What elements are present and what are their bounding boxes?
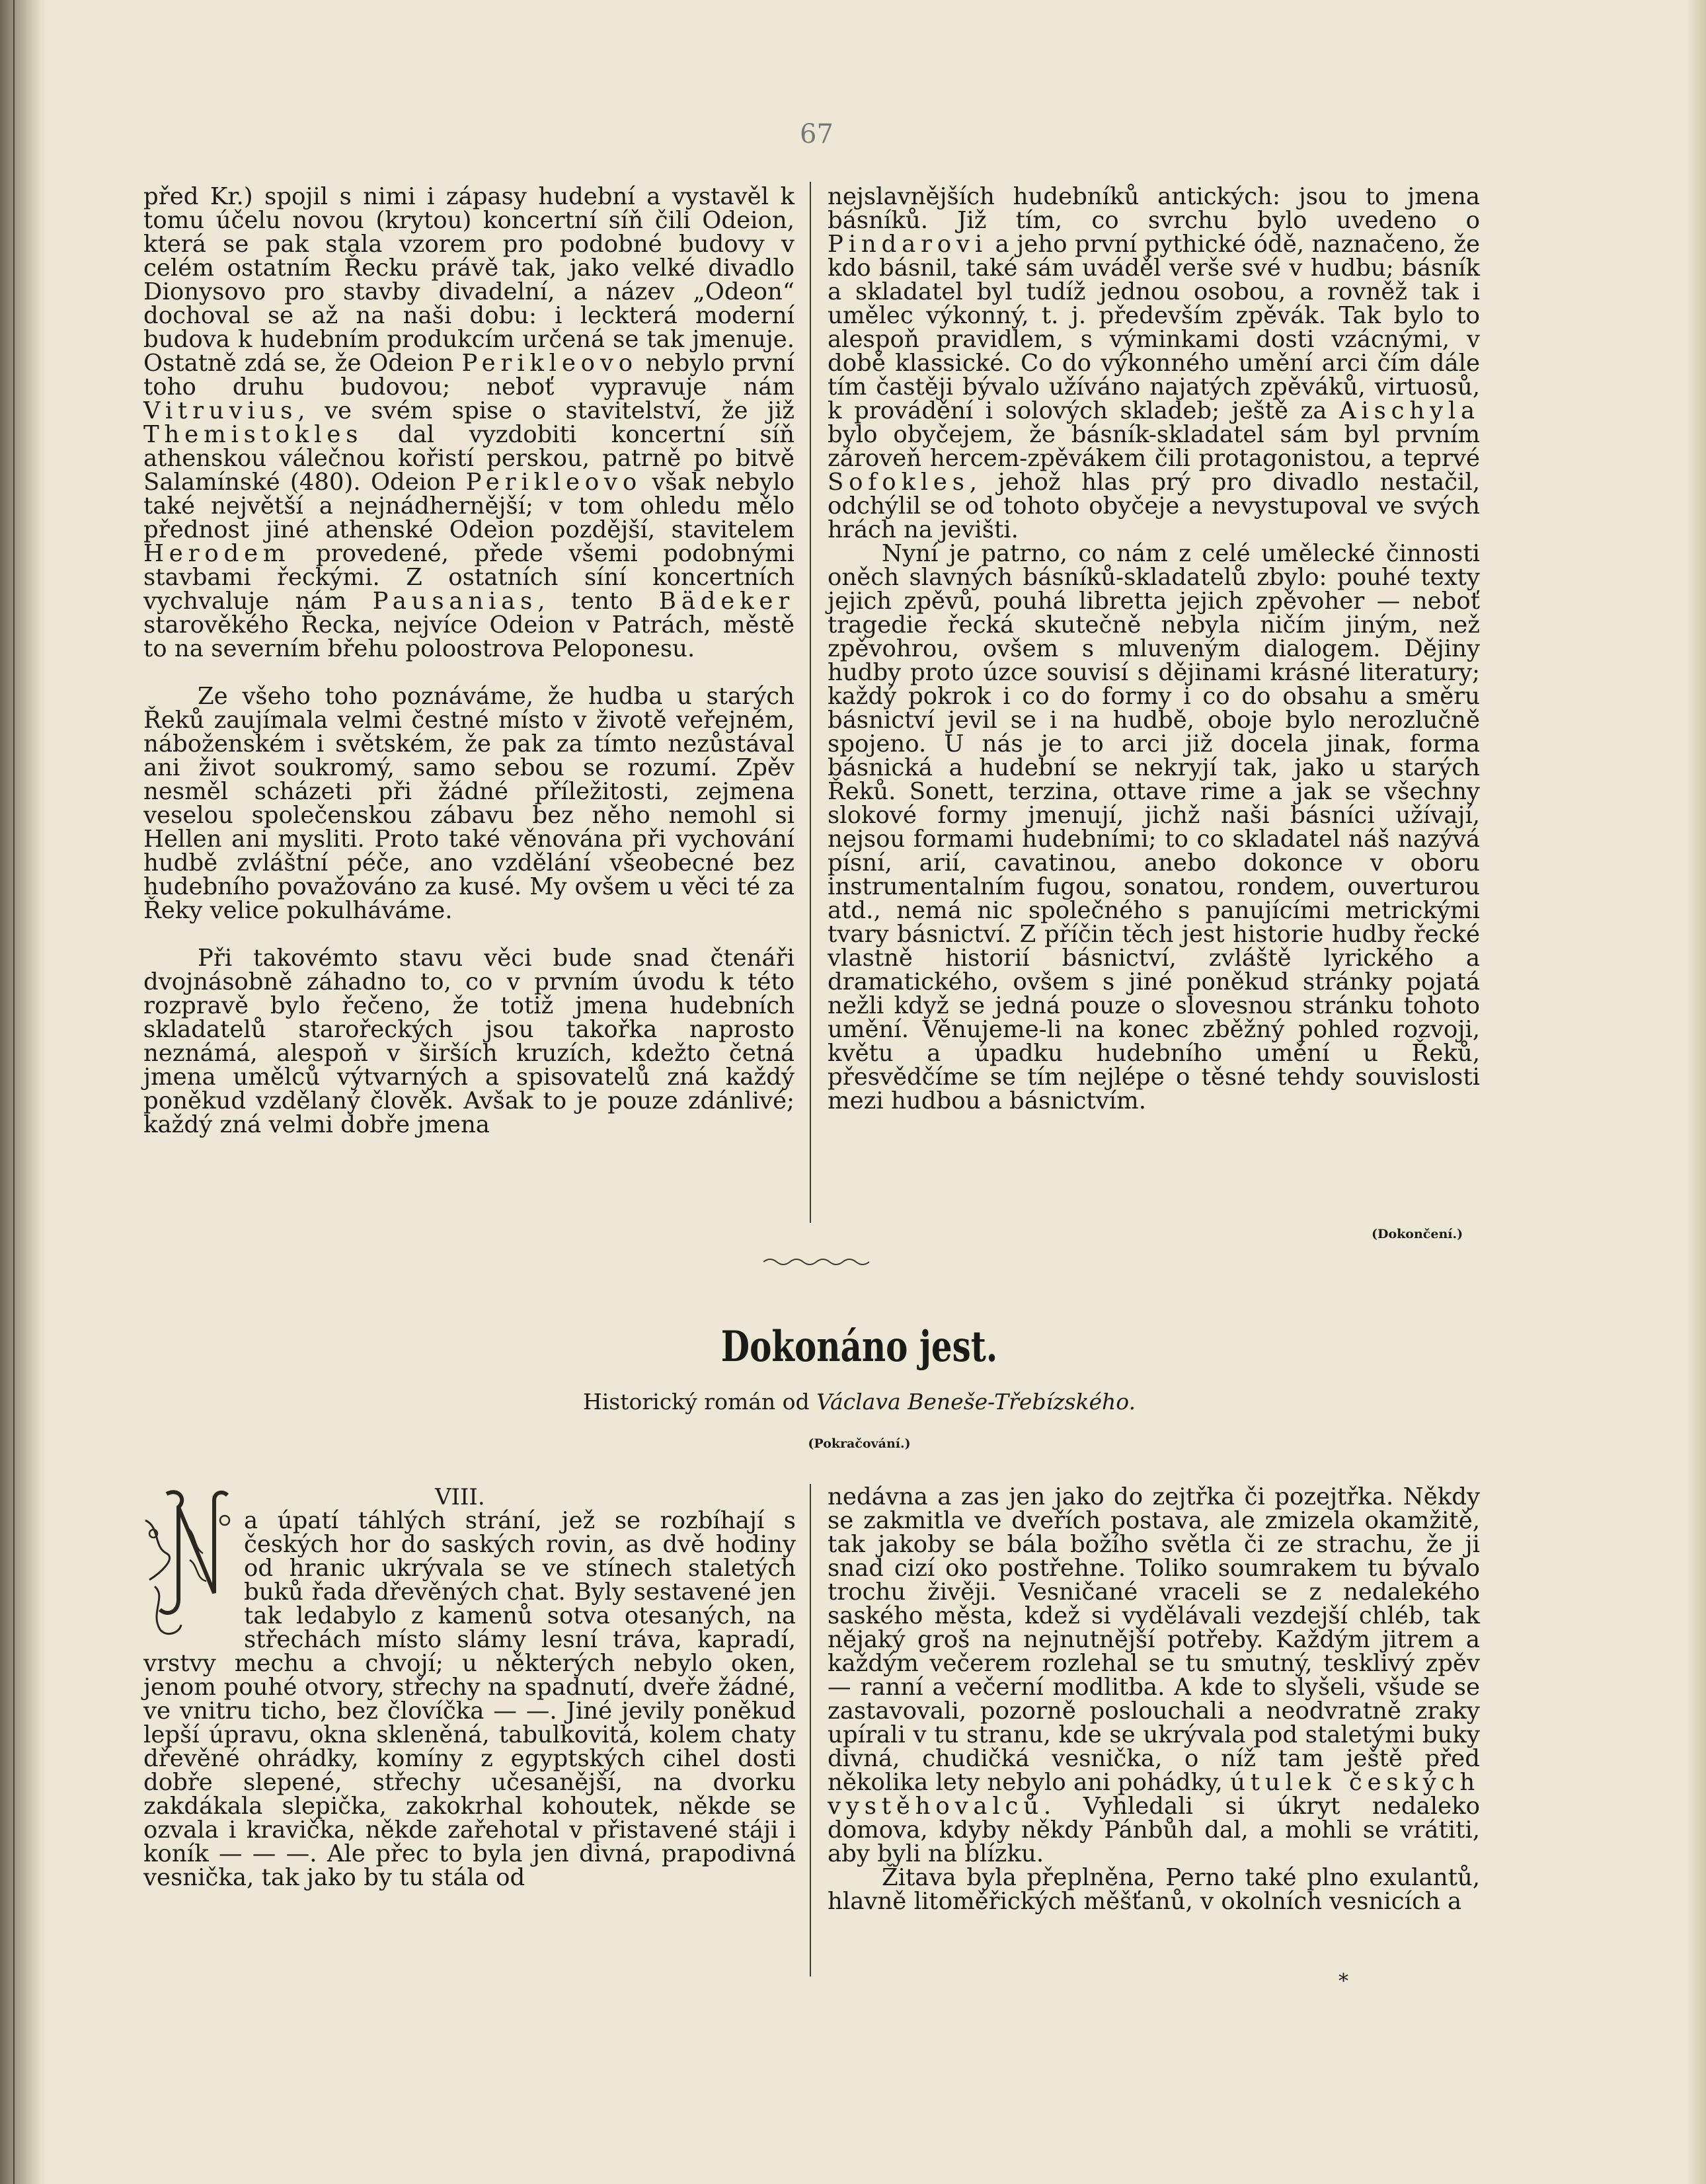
spaced-name: Pindarovi [828,231,988,258]
story-left-column [143,1509,796,1890]
essay-paragraph: Ze všeho toho poznáváme, že hudba u starých Řeků zaujímala velmi čestné místo v životě veřejném, náboženském i světském, že pak za tímto nezůstával ani život soukromý, samo sebou se rozumí. Zpěv nesměl scházeti při žádné příležitosti, zejmena veselou společenskou zábavu bez něho nemohl si Hellen ani mysliti. Proto také věnována při vychování hudbě zvláštní péče, ano vzdělání všeobecné bez hudebního považováno za kusé. My ovšem u věci té za Řeky velice pokulháváme. [143,683,795,924]
column-rule [810,182,811,1223]
chapter-number: VIII. [435,1484,485,1510]
story-paragraph: nedávna a zas jen jako do zejtřka či pozejtřka. Někdy se zakmitla ve dveřích postava, ale zmizela okamžitě, tak jakoby se bála božího světla či ze strachu, že ji snad cizí oko postřehne. Toliko soumrakem tu bývalo trochu živěji. Vesničané vraceli se z nedalekého saského města, kdež si vydělávali vezdejší chléb, tak nějaký groš na nejnutnější potřeby. Každým jitrem a každým večerem rozlehal se tu smutný, tesklivý zpěv — ranní a večerní modlitba. A kde to slyšeli, všude se zastavovali, pozorně poslouchali a neodvratně zraky upírali v tu stranu, kde se ukrývala pod staletými buky divná, chudičká vesnička, o níž tam ještě před několika lety nebylo ani pohádky, útulek českých vystěhovalců. Vyhledali si úkryt nedaleko domova, kdyby někdy Pánbůh dal, a mohli se vrátiti, aby byli na blízku. [828,1483,1480,1867]
spaced-name: Aischyla [1338,397,1480,424]
subtitle-prefix: Historický román od [582,1389,817,1415]
continued-label: (Pokračování.) [808,1436,911,1451]
story-paragraph [143,1509,796,1890]
drop-cap-spacer [143,1509,244,1640]
story-title: Dokonáno jest. [720,1322,998,1372]
story-paragraph: Žitava byla přeplněna, Perno také plno exulantů, hlavně litoměřických měšťanů, v okolních vesnicích a [828,1864,1480,1915]
story-right-column [828,1485,1480,1914]
essay-left-column [143,185,795,1137]
continued-note: (Dokončení.) [1372,1227,1463,1241]
book-binding-shadow [0,0,46,2184]
spaced-name: Pausanias [372,588,538,615]
author-name: Václava Beneše-Třebízského. [816,1389,1136,1415]
binding-edge-line [13,0,15,2184]
spaced-name: Herodem [143,540,291,567]
footer-mark: * [1338,1970,1348,1993]
story-subtitle [463,1389,1256,1415]
spaced-name: Perikleovo [461,350,638,377]
spaced-name: Themistokles [143,421,364,448]
spaced-name: Sofokles [828,469,970,496]
spaced-phrase: útulek českých vystěhovalců [828,1769,1480,1820]
spaced-name: Vitruvius [143,397,298,424]
essay-paragraph: před Kr.) spojil s nimi i zápasy hudební a vystavěl k tomu účelu novou (krytou) koncertní síň čili Odeion, která se pak stala vzorem pro podobné budovy v celém ostatním Řecku právě tak, jako velké divadlo Dionysovo pro stavby divadelní, a název „Odeon“ dochoval se až na naši dobu: i leckterá moderní budova k hudebním produkcím určená se tak jmenuje. Ostatně zdá se, že Odeion Perikleovo nebylo první toho druhu budovou; neboť vypravuje nám Vitruvius, ve svém spise o stavitelství, že již Themistokles dal vyzdobiti koncertní síň athenskou válečnou kořistí perskou, patrně po bitvě Salamínské (480). Odeion Perikleovo však nebylo také největší a nejnádhernější; v tom ohledu mělo přednost jiné athenské Odeion pozdější, stavitelem Herodem provedené, přede všemi podobnými stavbami řeckými. Z ostatních síní koncertních vychvaluje nám Pausanias, tento Bädeker starověkého Řecka, nejvíce Odeion v Patrách, městě to na severním břehu poloostrova Peloponesu. [143,183,795,662]
page-number: 67 [800,119,834,149]
essay-right-column [828,185,1480,1113]
story-text: a úpatí táhlých strání, jež se rozbíhají s českých hor do saských rovin, as dvě hodiny od hranic ukrývala se ve stínech staletých buků řada dřevěných chat. Byly sestavené jen tak ledabylo z kamenů sotva otesaných, na střechách místo slámy lesní tráva, kapradí, vrstvy mechu a chvojí; u některých nebylo oken, jenom pouhé otvory, střechy na spadnutí, dveře žádné, ve vnitru ticho, bez človíčka — —. Jiné jevily poněkud lepší úpravu, okna skleněná, tabulkovitá, kolem chaty dřevěné ohrádky, komíny z egyptských cihel dosti dobře slepené, střechy učesanější, na dvorku zakdákala slepička, zakokrhal kohoutek, někde se ozvala i kravička, někde zařehotal v přistavené stáji i koník — — —. Ale přec to byla jen divná, prapodivná vesnička, tak jako by tu stála od [143,1507,796,1891]
column-rule [810,1484,811,1976]
spaced-name: Bädeker [658,588,795,615]
page-edge-shadow [1689,0,1706,2184]
section-separator [763,1255,869,1269]
essay-paragraph: nejslavnějších hudebníků antických: jsou to jmena básníků. Již tím, co svrchu bylo uvedeno o Pindarovi a jeho první pythické ódě, naznačeno, že kdo básnil, také sám uváděl verše své v hudbu; básník a skladatel byl tudíž jednou osobou, a rovněž tak i umělec výkonný, t. j. především zpěvák. Tak bylo to alespoň pravidlem, s výminkami dosti vzácnými, v době klassické. Co do výkonného umění arci čím dále tím častěji bývalo užíváno najatých zpěváků, virtuosů, k provádění i solových skladeb; ještě za Aischyla bylo obyčejem, že básník-skladatel sám byl prvním zároveň hercem-zpěvákem čili protagonistou, a teprvé Sofokles, jehož hlas prý pro divadlo nestačil, odchýlil se od tohoto obyčeje a nevystupoval ve svých hrách na jevišti. [828,183,1480,543]
essay-paragraph: Nyní je patrno, co nám z celé umělecké činnosti oněch slavných básníků-skladatelů zbylo: pouhé texty jejich zpěvů, pouhá libretta jejich zpěvoher — neboť tragedie řecká skutečně nebyla ničím jiným, než zpěvohrou, ovšem s mluveným dialogem. Dějiny hudby proto úzce souvisí s dějinami krásné literatury; každý pokrok i co do formy i co do obsahu a směru básnictví jevil se i na hudbě, oboje bylo nerozlučně spojeno. U nás je to arci již docela jinak, forma básnická a hudební se nekryjí tak, jako u starých Řeků. Sonett, terzina, ottave rime a jak se všechny slokové formy jmenují, jichž naši básníci užívají, nejsou formami hudebními; to co skladatel náš nazývá písní, arií, cavatinou, anebo dokonce v oboru instrumentalním fugou, sonatou, rondem, ouverturou atd., nemá nic společného s panujícími metrickými tvary básnictví. Z příčin těch jest historie hudby řecké vlastně historií básnictví, zvláště lyrického a dramatického, ovšem s jiné poněkud stránky pojatá nežli když se jedná pouze o slovesnou stránku tohoto umění. Věnujeme-li na konec zběžný pohled rozvoji, květu a úpadku hudebního umění u Řeků, přesvědčíme se tím nejlépe o těsné tehdy souvislosti mezi hudbou a básnictvím. [828,540,1480,1114]
essay-paragraph: Při takovémto stavu věci bude snad čtenáři dvojnásobně záhadno to, co v prvním úvodu k této rozpravě bylo řečeno, že totiž jmena hudebních skladatelů starořeckých jsou takořka naprosto neznámá, alespoň v širších kruzích, kdežto četná jmena umělců výtvarných a spisovatelů zná každý poněkud vzdělaný člověk. Avšak to je pouze zdánlivé; každý zná velmi dobře jmena [143,945,795,1138]
spaced-name: Perikleovo [465,469,642,496]
